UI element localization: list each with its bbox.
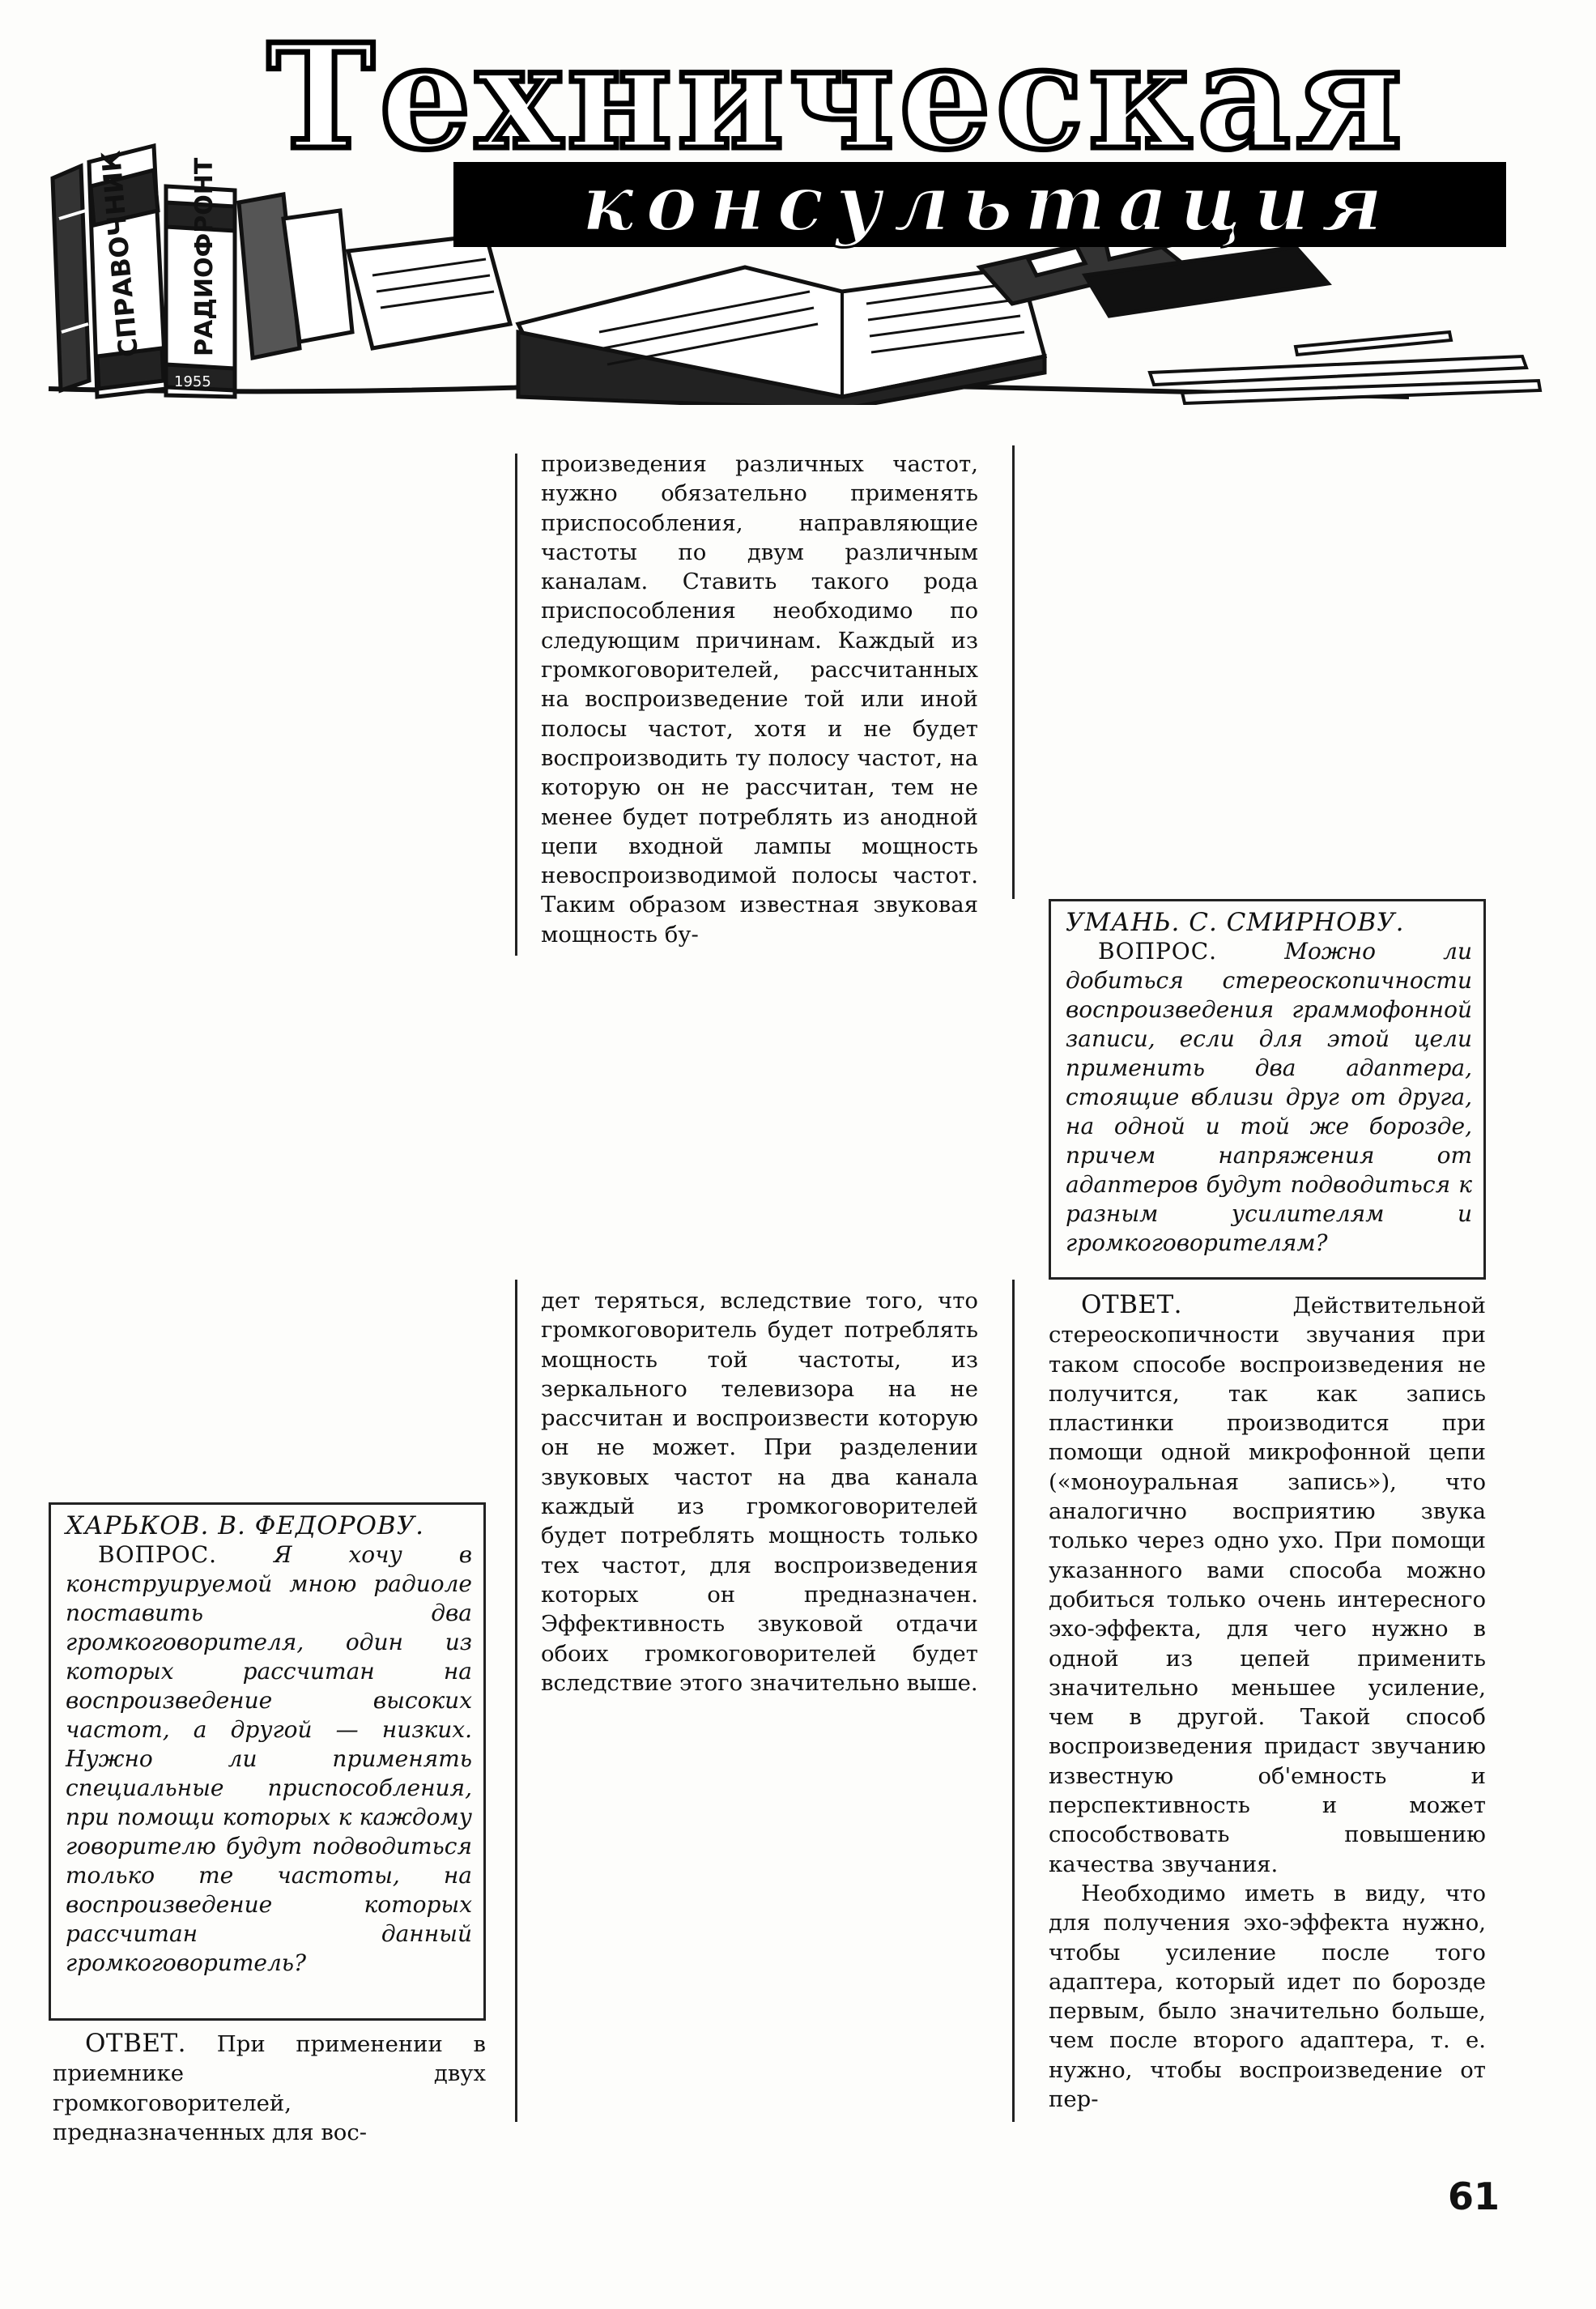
answer-1-start [53,2029,486,2147]
question-2-label: ВОПРОС. [1098,938,1218,965]
page-number: 61 [1448,2175,1500,2218]
answer-1-continuation-2 [541,1286,978,1698]
column-rule-3 [1012,445,1015,899]
answer-2-text-p1: Действительной стереоскопичности звучания при таком способе воспроизведения не получится, так как запись пластинки производится при помощи одной микрофонной цепи («моноуральная запись»), что аналогично восприятию звука только через одно ухо. При помощи указанного вами способа можно добиться только очень интересного эхо-эффекта, для чего нужно в одной из цепей применить значительно меньшее усиление, чем в другой. Такой способ воспроизведения придаст звучанию известную об'емность и перспективность и может способствовать повышению качества звучания. [1049,1293,1486,1877]
answer-2-text-p2: Необходимо иметь в виду, что для получения эхо-эффекта нужно, чтобы усиление после того адаптера, который идет по борозде первым, было значительно больше, чем после второго адаптера, т. е. нужно, чтобы воспроизведение от пер- [1049,1880,1486,2113]
column-rule-4 [1012,1280,1015,2122]
answer-2-block [1049,1290,1486,2114]
page-title: Техническая [267,12,1407,181]
book-spine-label-2: РАДИОФРОНТ [190,157,219,356]
column-rule-1 [515,454,517,956]
answer-1-text-cont-1: произведения различных частот, нужно обязательно применять приспособления, направляющие частоты по двум различным каналам. Ставить такого рода приспособления необходимо по следующим причинам. Каждый из громкоговорителей, рассчитанных на воспроизведение той или иной полосы частот, хотя и не будет воспроизводить ту полосу частот, на которую он не рассчитан, тем не менее будет потреблять из анодной цепи входной лампы мощность невоспроизводимой полосы частот. Таким образом известная звуковая мощность бу- [541,451,978,948]
answer-1-label: ОТВЕТ. [85,2029,187,2058]
question-1-label: ВОПРОС. [98,1541,218,1568]
answer-2-label: ОТВЕТ. [1081,1290,1183,1319]
book-spine-label-3: 1955 [174,373,211,390]
question-box-1 [49,1502,486,2021]
book-spine-4 [239,194,352,358]
pencils [1150,332,1540,403]
question-1-text: Я хочу в конструируемой мною радиоле поставить два громкоговорителя, один из которых рассчитан на воспроизведение высоких частот, а другой — низких. Нужно ли применять специальные приспособления, при помощи которых к каждому говорителю будут подводиться только те частоты, на воспроизведение которых рассчитан данный громкоговоритель? [66,1541,472,1976]
book-spine-5 [348,235,510,348]
question-box-2 [1049,899,1486,1280]
open-book [518,267,1045,405]
answer-1-text-start: При применении в приемнике двух громкоговорителей, предназначенных для вос- [53,2031,486,2145]
question-1-address: ХАРЬКОВ. В. ФЕДОРОВУ. [66,1511,424,1540]
question-1-paragraph [66,1540,472,1978]
page-subtitle: консультация [581,157,1394,249]
answer-1-text-cont-2: дет теряться, вследствие того, что громкоговоритель будет потреблять мощность той частоты, из зеркального телевизора на не рассчитан и воспроизвести которую он не может. При разделении звуковых частот на два канала каждый из громкоговорителей будет потреблять мощность только тех частот, для воспроизведения которых он предназначен. Эффективность звуковой отдачи обоих громкоговорителей будет вследствие этого значительно выше. [541,1288,978,1696]
answer-1-continuation-1 [541,449,978,949]
question-2-address: УМАНЬ. С. СМИРНОВУ. [1066,908,1405,937]
book-spine-3 [166,157,235,397]
question-2-text: Можно ли добиться стереоскопичности воспроизведения граммофонной записи, если для этой цели применить два адаптера, стоящие вблизи друг от друга, на одной и той же борозде, причем напряжения от адаптеров будут подводиться к разным усилителям и громкоговорителям? [1066,938,1472,1256]
book-spine-1 [53,166,89,390]
book-spine-2 [89,146,166,397]
column-rule-2 [515,1280,517,2122]
book-spine-label-1: СПРАВОЧНИК [95,149,144,359]
question-2-paragraph [1066,937,1472,1258]
